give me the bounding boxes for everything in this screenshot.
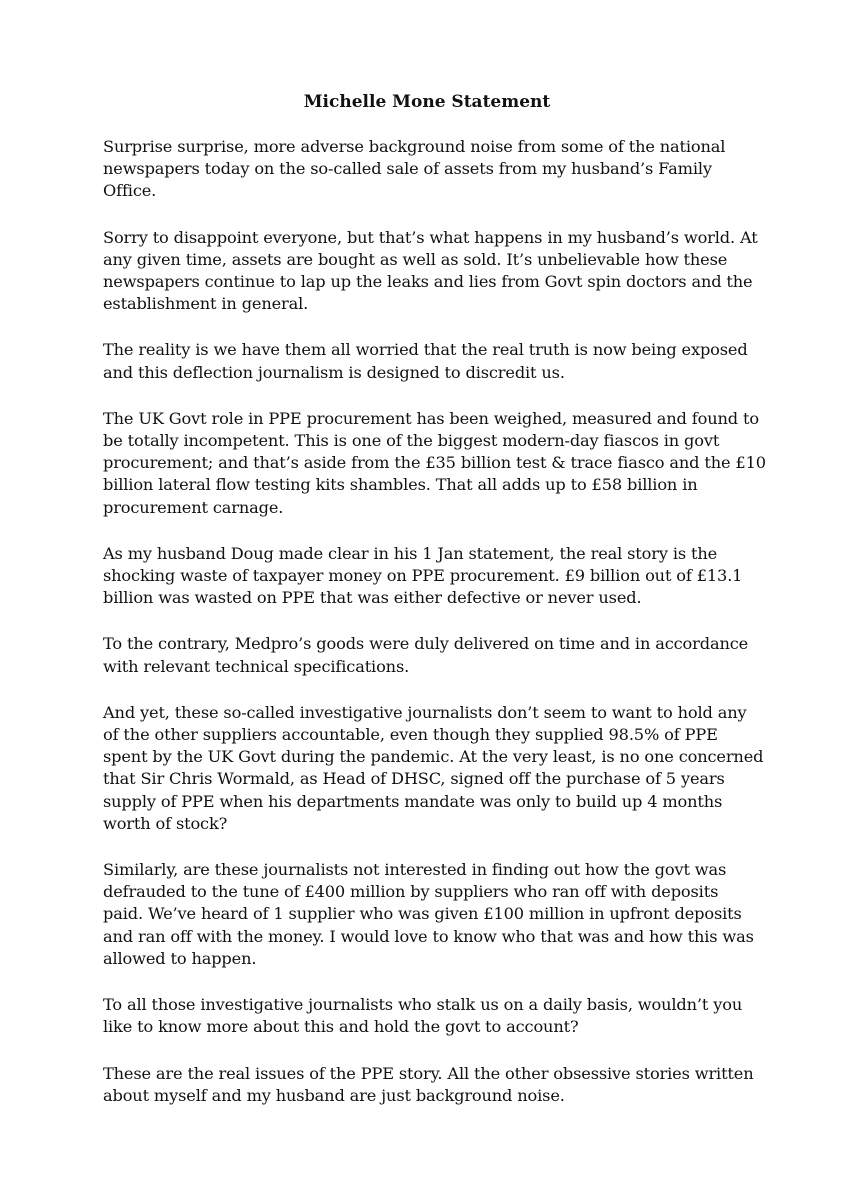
paragraph-line: and this deflection journalism is designed to discredit us. <box>103 362 565 382</box>
paragraph-line: newspapers continue to lap up the leaks and lies from Govt spin doctors and the <box>103 272 753 292</box>
statement-paragraph <box>103 339 763 383</box>
paragraph-line: The UK Govt role in PPE procurement has been weighed, measured and found to <box>103 408 759 428</box>
paragraph-line: like to know more about this and hold the govt to account? <box>103 1017 579 1037</box>
statement-paragraph <box>103 227 763 316</box>
paragraph-line: newspapers today on the so-called sale of assets from my husband’s Family <box>103 159 712 179</box>
paragraph-line: shocking waste of taxpayer money on PPE procurement. £9 billion out of £13.1 <box>103 566 743 586</box>
paragraph-line: with relevant technical specifications. <box>103 656 410 676</box>
paragraph-line: To all those investigative journalists who stalk us on a daily basis, wouldn’t you <box>103 995 743 1015</box>
statement-paragraph <box>103 702 763 835</box>
paragraph-line: allowed to happen. <box>103 948 257 968</box>
paragraph-line: that Sir Chris Wormald, as Head of DHSC, signed off the purchase of 5 years <box>103 769 725 789</box>
paragraph-line: Office. <box>103 181 157 201</box>
statement-paragraph <box>103 859 763 970</box>
paragraph-line: paid. We’ve heard of 1 supplier who was given £100 million in upfront deposits <box>103 904 742 924</box>
paragraph-line: supply of PPE when his departments mandate was only to build up 4 months <box>103 791 723 811</box>
paragraph-line: procurement carnage. <box>103 497 284 517</box>
paragraph-line: These are the real issues of the PPE story. All the other obsessive stories written <box>103 1063 754 1083</box>
paragraph-line: spent by the UK Govt during the pandemic. At the very least, is no one concerned <box>103 747 764 767</box>
paragraph-line: procurement; and that’s aside from the £35 billion test & trace fiasco and the £10 <box>103 453 766 473</box>
paragraph-line: establishment in general. <box>103 294 309 314</box>
statement-paragraph <box>103 1063 763 1107</box>
paragraph-line: To the contrary, Medpro’s goods were duly delivered on time and in accordance <box>103 634 749 654</box>
paragraph-line: As my husband Doug made clear in his 1 Jan statement, the real story is the <box>103 543 718 563</box>
paragraph-line: be totally incompetent. This is one of the biggest modern-day fiascos in govt <box>103 431 720 451</box>
paragraph-line: Surprise surprise, more adverse background noise from some of the national <box>103 137 726 156</box>
paragraph-line: any given time, assets are bought as well as sold. It’s unbelievable how these <box>103 249 728 269</box>
paragraph-line: about myself and my husband are just background noise. <box>103 1085 565 1105</box>
statement-paragraph <box>103 994 763 1038</box>
paragraph-line: The reality is we have them all worried that the real truth is now being exposed <box>103 340 748 360</box>
paragraph-line: Sorry to disappoint everyone, but that’s what happens in my husband’s world. At <box>103 227 758 247</box>
paragraph-line: and ran off with the money. I would love to know who that was and how this was <box>103 926 754 946</box>
statement-paragraph <box>103 633 763 677</box>
paragraph-line: And yet, these so-called investigative journalists don’t seem to want to hold any <box>103 702 747 722</box>
paragraph-line: billion lateral flow testing kits shambles. That all adds up to £58 billion in <box>103 475 698 495</box>
statement-paragraph <box>103 543 763 610</box>
document-title: Michelle Mone Statement <box>303 92 551 112</box>
statement-paragraph <box>103 136 763 203</box>
paragraph-line: worth of stock? <box>103 813 228 833</box>
paragraph-line: defrauded to the tune of £400 million by suppliers who ran off with deposits <box>103 882 719 902</box>
paragraph-line: of the other suppliers accountable, even though they supplied 98.5% of PPE <box>103 725 718 745</box>
statement-body <box>103 136 766 1131</box>
paragraph-line: Similarly, are these journalists not interested in finding out how the govt was <box>103 860 727 880</box>
paragraph-line: billion was wasted on PPE that was either defective or never used. <box>103 588 642 608</box>
statement-paragraph <box>103 408 766 519</box>
